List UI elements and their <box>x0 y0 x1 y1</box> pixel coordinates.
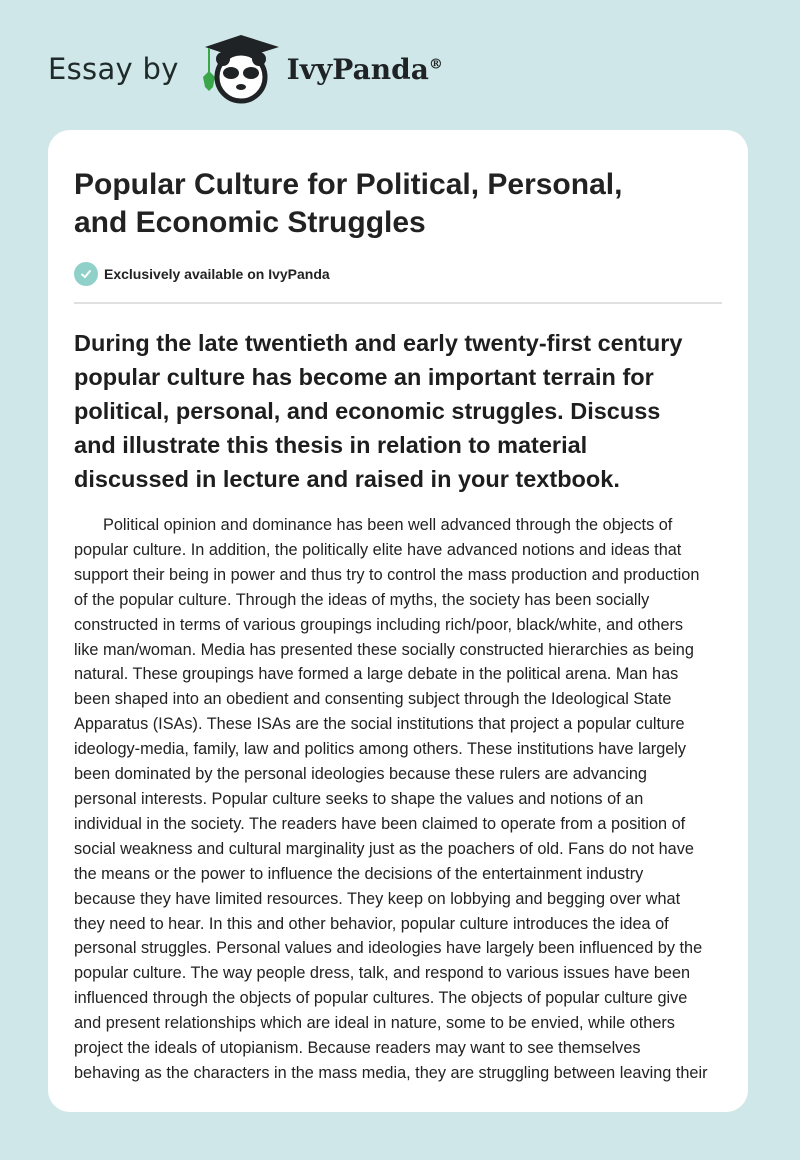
body-text-line: support their being in power and thus try to control the mass production and production <box>74 565 700 584</box>
body-text-line: social weakness and cultural marginality just as the poachers of old. Fans do not have <box>74 839 694 858</box>
body-text-line: personal interests. Popular culture seeks to shape the values and notions of an <box>74 789 644 808</box>
body-text-line: been shaped into an obedient and consenting subject through the Ideological State <box>74 690 672 709</box>
body-text-line: project the ideals of utopianism. Because readers may want to see themselves <box>74 1039 641 1058</box>
essay-question: During the late twentieth and early twenty-first century popular culture has become an important terrain for political, personal, and economic struggles. Discuss and illustrate this thesis in relation to material discussed in lecture and raised in your textbook. <box>74 330 683 492</box>
body-text-line: constructed in terms of various groupings including rich/poor, black/white, and others <box>74 615 684 634</box>
divider <box>74 302 722 304</box>
body-text-line: influenced through the objects of popular cultures. The objects of popular culture give <box>74 989 688 1008</box>
body-text-line: Apparatus (ISAs). These ISAs are the social institutions that project a popular culture <box>74 715 685 734</box>
check-icon <box>74 262 98 286</box>
body-text-line: because they have limited resources. They keep on lobbying and begging over what <box>74 889 681 908</box>
body-text-line: popular culture. In addition, the politically elite have advanced notions and ideas that <box>74 540 682 559</box>
site-header <box>48 34 443 104</box>
body-text-line: individual in the society. The readers have been claimed to operate from a position of <box>74 814 686 833</box>
essay-body <box>74 513 734 1086</box>
body-text-line: the means or the power to influence the decisions of the entertainment industry <box>74 864 644 883</box>
body-text-line: and present relationships which are ideal in nature, some to be envied, while others <box>74 1014 675 1033</box>
body-text-line: ideology-media, family, law and politics among others. These institutions have largely <box>74 740 687 759</box>
exclusive-badge <box>74 262 330 286</box>
page-title: Popular Culture for Political, Personal, and Economic Struggles <box>74 168 623 239</box>
body-text-line: personal struggles. Personal values and ideologies have largely been influenced by the <box>74 939 703 958</box>
body-text-line: been dominated by the personal ideologies because these rulers are advancing <box>74 765 647 784</box>
essay-card <box>48 130 748 1112</box>
body-text-line: like man/woman. Media has presented these socially constructed hierarchies as being <box>74 640 694 659</box>
body-text-line: natural. These groupings have formed a large debate in the political arena. Man has <box>74 665 679 684</box>
brand-name: IvyPanda® <box>286 52 443 86</box>
body-text-line: popular culture. The way people dress, talk, and respond to various issues have been <box>74 964 691 983</box>
body-text-line: they need to hear. In this and other behavior, popular culture introduces the idea of <box>74 914 669 933</box>
panda-logo-icon[interactable] <box>197 33 283 105</box>
body-text-line: of the popular culture. Through the ideas of myths, the society has been socially <box>74 590 650 609</box>
essay-by-label: Essay by <box>48 52 179 86</box>
body-text-line: Political opinion and dominance has been well advanced through the objects of <box>103 516 673 534</box>
body-text-line: behaving as the characters in the mass media, they are struggling between leaving their <box>74 1063 708 1082</box>
exclusive-text: Exclusively available on IvyPanda <box>104 266 330 282</box>
